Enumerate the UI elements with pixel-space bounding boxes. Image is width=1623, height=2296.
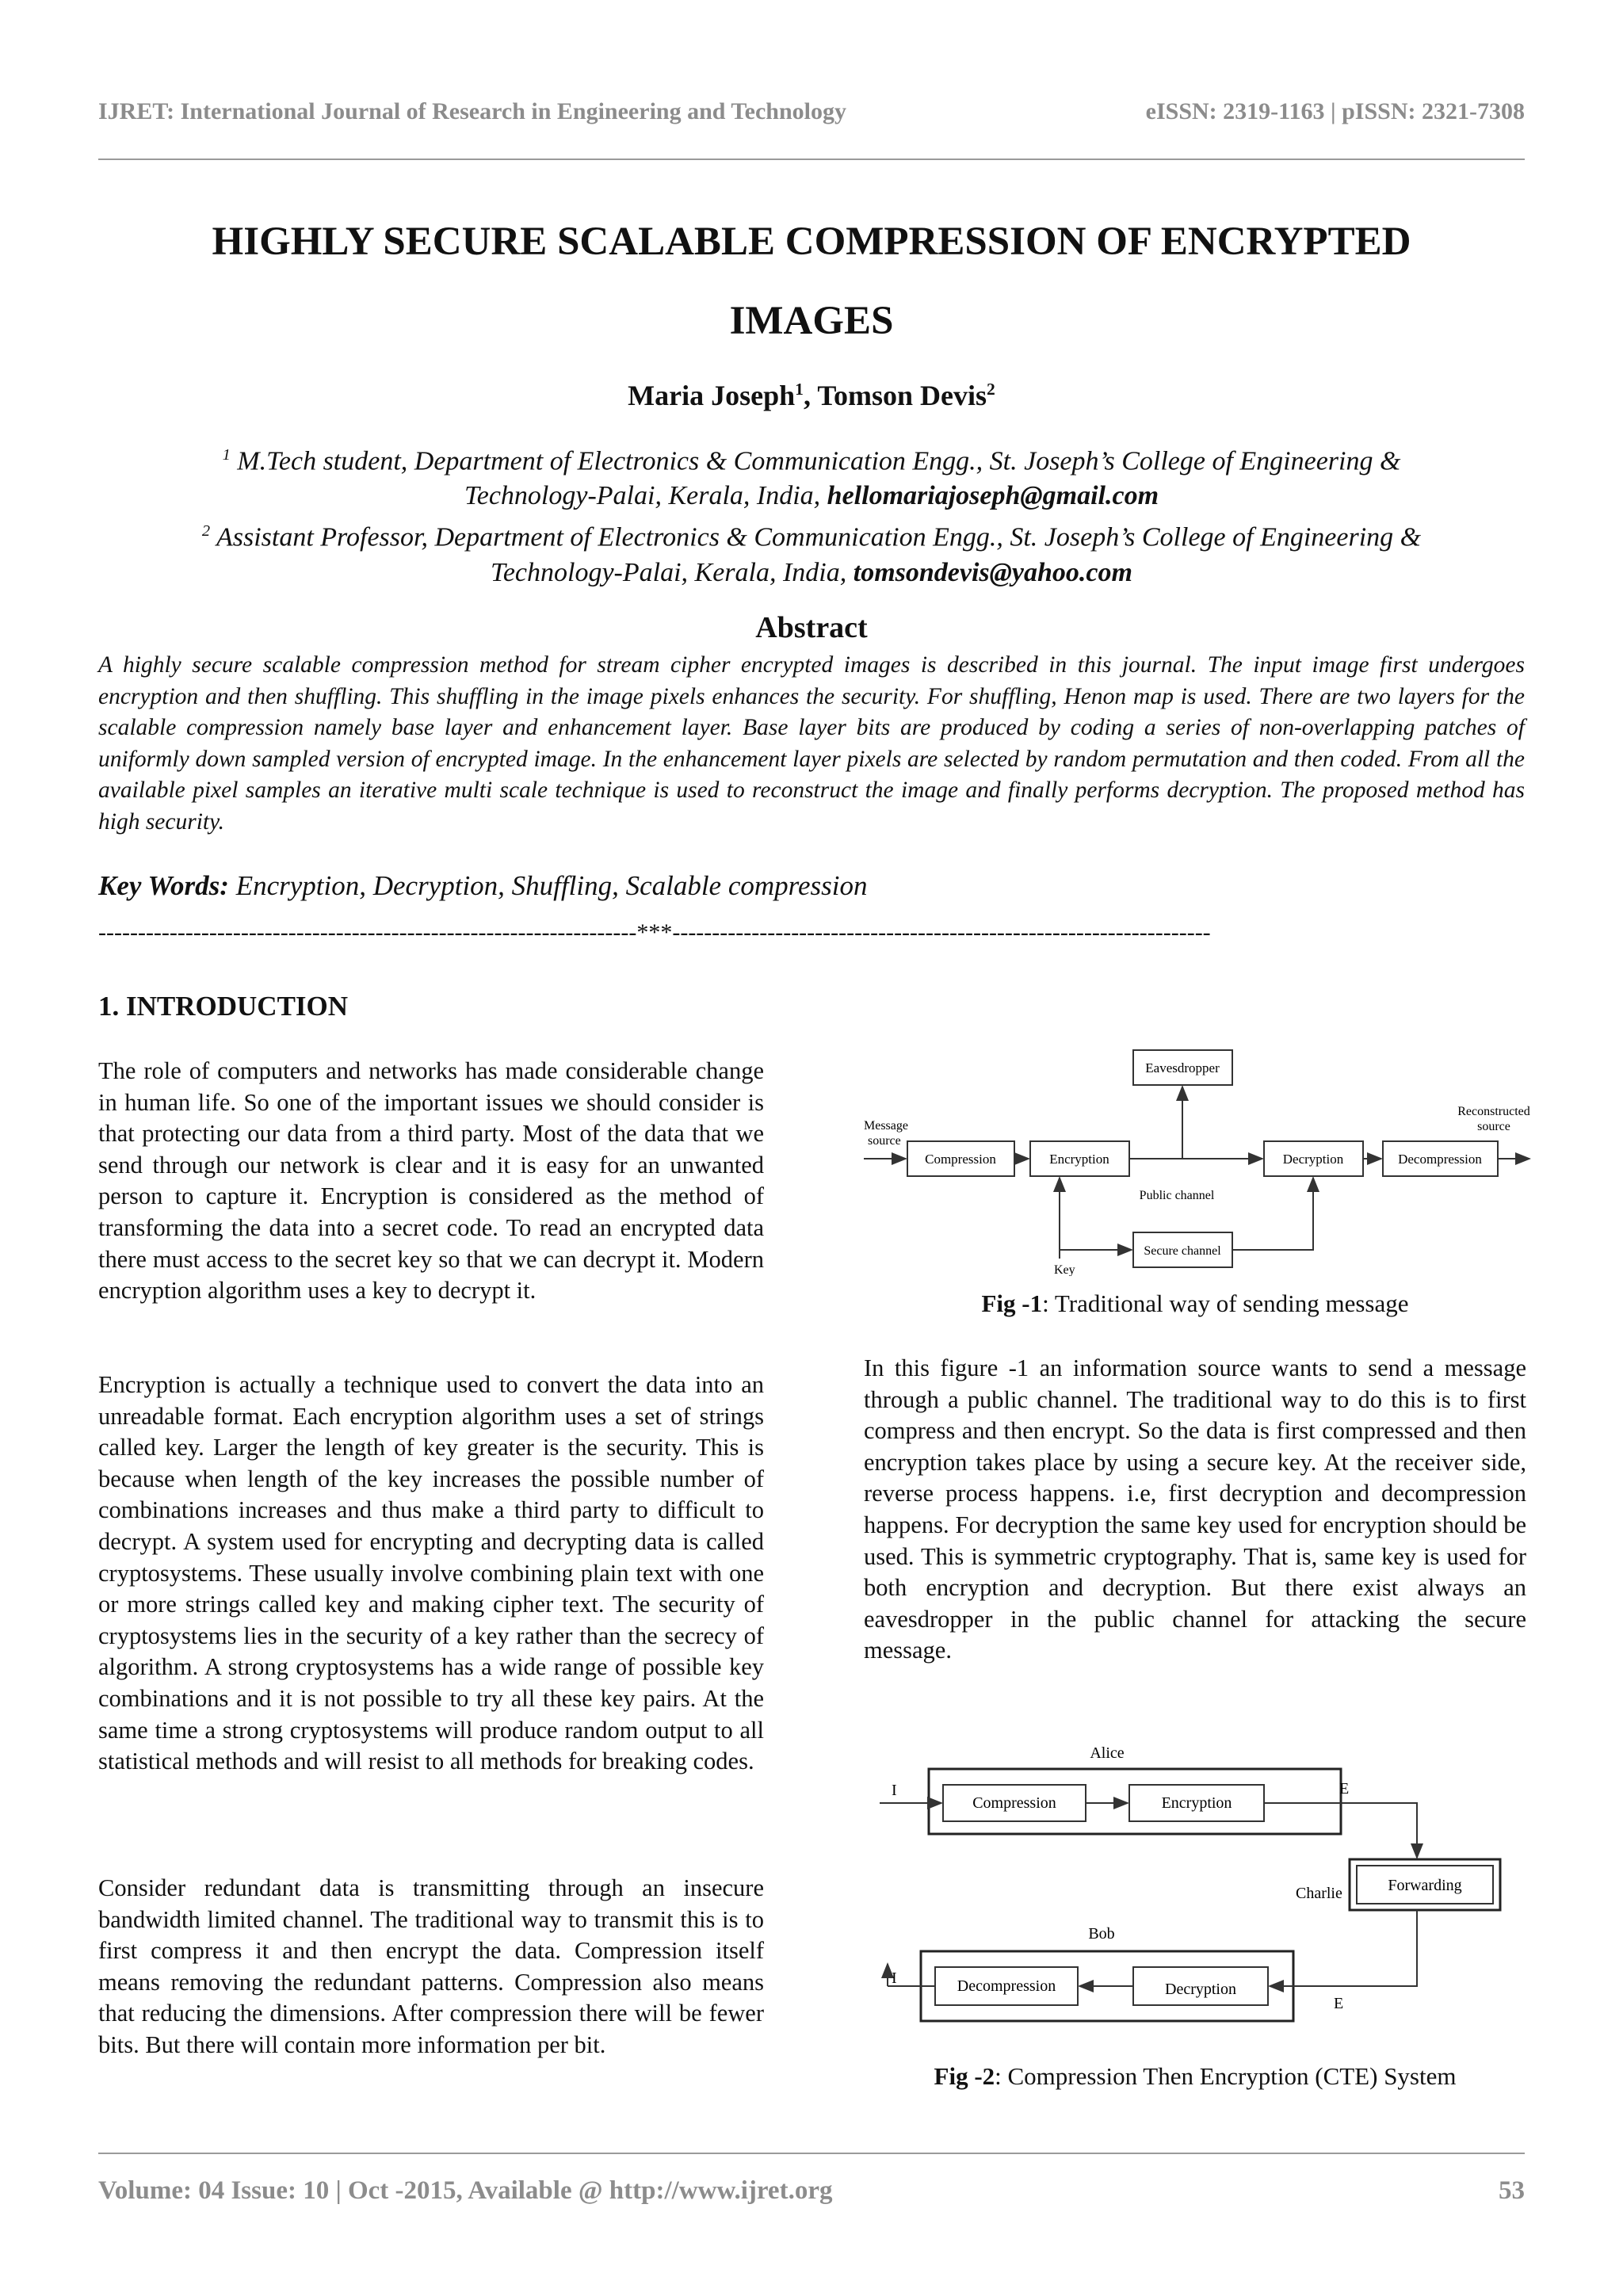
page-number: 53	[1499, 2176, 1525, 2205]
fig1-compression-label: Compression	[925, 1152, 996, 1167]
journal-name: IJRET: International Journal of Research in Engineering and Technology	[98, 98, 847, 124]
fig2-arrow-forward-dec	[1270, 1910, 1417, 1986]
affiliation-2-line-1	[98, 514, 1525, 555]
fig2-e-bottom-label: E	[1334, 1995, 1344, 2012]
keywords-label: Key Words:	[98, 870, 229, 901]
email-1-link[interactable]: hellomariajoseph@gmail.com	[827, 481, 1159, 511]
fig1-source-label: source	[868, 1134, 901, 1148]
affiliation-2-sup: 2	[201, 522, 211, 541]
fig2-decryption-label: Decryption	[1165, 1981, 1236, 1998]
author-2-sup: 2	[987, 380, 995, 399]
title-line-2: IMAGES	[729, 299, 894, 343]
fig1-decompression-label: Decompression	[1398, 1152, 1482, 1167]
email-2-link[interactable]: tomsondevis@yahoo.com	[853, 557, 1132, 587]
keywords	[98, 870, 1525, 902]
affiliation-2-text: Assistant Professor, Department of Electronics & Communication Engg., St. Joseph’s College of Engineering &	[210, 522, 1422, 552]
author-separator: ,	[803, 380, 818, 411]
fig1-message-label: Message	[864, 1119, 908, 1133]
fig2-bob-label: Bob	[1088, 1925, 1115, 1943]
fig1-diagram	[860, 1038, 1533, 1276]
fig1-secure-channel-label: Secure channel	[1144, 1244, 1221, 1258]
abstract-heading: Abstract	[755, 611, 868, 644]
fig2-alice-label: Alice	[1090, 1744, 1125, 1762]
fig1-caption-label: Fig -1	[981, 1289, 1043, 1317]
author-1-sup: 1	[795, 380, 804, 399]
abstract-text: A highly secure scalable compression method for stream cipher encrypted images is described in this journal. The input image first undergoes encryption and then shuffling. This shuffling in the image pixels enhances the security. For shuffling, Henon map is used. There are two layers for the scalable compression namely base layer and enhancement layer. Base layer bits are produced by coding a series of non-overlapping patches of uniformly down sampled version of encrypted image. In the enhancement layer pixels are selected by random permutation and then coded. From all the available pixel samples an iterative multi scale technique is used to reconstruct the image and finally performs decryption. The proposed method has high security.	[98, 652, 1525, 835]
issn: eISSN: 2319-1163 | pISSN: 2321-7308	[1145, 98, 1525, 124]
authors	[98, 379, 1525, 412]
fig2-diagram	[872, 1736, 1529, 2037]
fig1-caption-text: : Traditional way of sending message	[1042, 1289, 1409, 1317]
author-2: Tomson Devis	[817, 380, 987, 411]
fig1-public-channel-label: Public channel	[1139, 1189, 1215, 1202]
affiliation-1-text2: Technology-Palai, Kerala, India,	[464, 481, 827, 511]
section-heading-introduction: 1. INTRODUCTION	[98, 991, 349, 1022]
paper-title	[98, 202, 1525, 361]
fig1-reconstructed-source-label: source	[1477, 1120, 1510, 1133]
fig1-key-label: Key	[1054, 1263, 1075, 1276]
fig1-decryption-label: Decryption	[1282, 1152, 1344, 1167]
fig2-caption	[864, 2062, 1526, 2091]
title-line-1: HIGHLY SECURE SCALABLE COMPRESSION OF ENCRYPTED	[212, 220, 1411, 264]
affiliation-1-text: M.Tech student, Department of Electronics & Communication Engg., St. Joseph’s College of Engineering &	[230, 446, 1401, 476]
fig2-input-label: I	[892, 1782, 897, 1799]
fig2-output-label: I	[892, 1969, 897, 1987]
intro-paragraph-4: In this figure -1 an information source wants to send a message through a public channel. The traditional way to do this is to first compress and then encrypt. So the data is first compressed and then encryption takes place by using a secure key. At the receiver side, reverse process happens. i.e, first decryption and decompression happens. For decryption the same key used for encryption should be used. This is symmetric cryptography. That is, same key is used for both encryption and decryption. But there exist always an eavesdropper in the public channel for attacking the secure message.	[864, 1354, 1526, 1664]
affiliation-2-line-2	[98, 556, 1525, 590]
fig1-encryption-label: Encryption	[1049, 1152, 1109, 1167]
author-1: Maria Joseph	[628, 380, 796, 411]
fig1-eavesdropper-label: Eavesdropper	[1145, 1060, 1220, 1075]
fig1-reconstructed-label: Reconstructed	[1457, 1105, 1530, 1118]
affiliations	[98, 437, 1525, 590]
fig2-encryption-label: Encryption	[1161, 1794, 1232, 1812]
fig2-caption-text: : Compression Then Encryption (CTE) System	[995, 2062, 1457, 2090]
affiliation-1-line-1	[98, 437, 1525, 479]
fig1-secure-to-dec	[1232, 1178, 1313, 1250]
intro-paragraph-1: The role of computers and networks has made considerable change in human life. So one of the important issues we should consider is that protecting our data from a third party. Most of the data that we send through our network is clear and it is easy for an unwanted person to capture it. Encryption is considered as the method of transforming the data into a secret code. To read an encrypted data there must access to the secret key so that we can decrypt it. Modern encryption algorithm uses a key to decrypt it.	[98, 1057, 764, 1305]
fig2-compression-label: Compression	[972, 1794, 1056, 1812]
affiliation-2-text2: Technology-Palai, Kerala, India,	[491, 557, 854, 587]
fig2-charlie-label: Charlie	[1296, 1885, 1342, 1902]
affiliation-1-line-2	[98, 479, 1525, 514]
fig2-caption-label: Fig -2	[934, 2062, 995, 2090]
intro-paragraph-2: Encryption is actually a technique used to convert the data into an unreadable format. Each encryption algorithm uses a set of strings called key. Larger the length of key greater is the security. This is because when length of the key increases the possible number of combinations increases and thus make a third party to difficult to decrypt. A system used for encrypting and decrypting data is called cryptosystems. These usually involve combining plain text with one or more strings called key and making cipher text. The security of cryptosystems lies in the security of a key rather than the secrecy of algorithm. A strong cryptosystems has a wide range of possible key combinations and it is not possible to try all these key pairs. At the same time a strong cryptosystems will produce random output to all statistical methods and will resist to all methods for breaking codes.	[98, 1371, 764, 1775]
fig1-caption	[864, 1289, 1526, 1318]
intro-paragraph-3: Consider redundant data is transmitting through an insecure bandwidth limited channel. The traditional way to transmit this is to first compress it and then encrypt the data. Compression itself means removing the redundant patterns. Compression also means that reducing the dimensions. After compression there will be fewer bits. But there will contain more information per bit.	[98, 1874, 764, 2058]
header-divider	[98, 159, 1525, 160]
fig2-decompression-label: Decompression	[957, 1977, 1056, 1995]
fig2-forwarding-label: Forwarding	[1388, 1877, 1462, 1894]
affiliation-1-sup: 1	[222, 446, 231, 464]
section-separator: --------------------------------------------------------------------***--------------------------------------------------------------------	[98, 919, 1211, 946]
footer-divider	[98, 2153, 1525, 2154]
fig2-e-top-label: E	[1339, 1780, 1350, 1797]
keywords-text: Encryption, Decryption, Shuffling, Scalable compression	[228, 870, 868, 901]
footer-volume: Volume: 04 Issue: 10 | Oct -2015, Available @ http://www.ijret.org	[98, 2176, 833, 2205]
